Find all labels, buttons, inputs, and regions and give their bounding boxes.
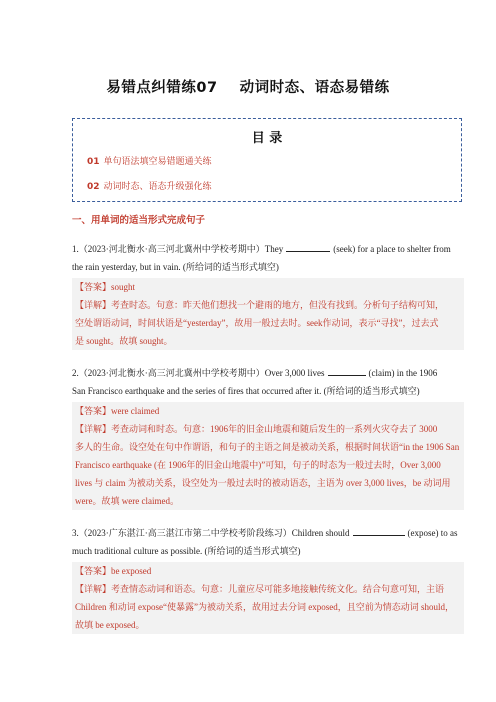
answer-box	[72, 402, 464, 510]
toc-item-number: 01	[87, 157, 100, 167]
question-text-part: 2.（2023·河北衡水·高三河北冀州中学校考期中）Over 3,000 lives	[72, 368, 325, 378]
answer-blank	[328, 365, 366, 376]
question-text-part: the rain yesterday, but in vain. (所给词的适当形式填空)	[72, 262, 279, 272]
detail-line: 空处谓语动词，时间状语是“yesterday”，故用一般过去时。seek作动词，表示“寻找”，过去式	[75, 318, 439, 328]
toc-item-2[interactable]	[87, 179, 461, 192]
question-text	[72, 240, 464, 276]
detail-line: 是 sought。故填 sought。	[75, 336, 173, 346]
question-text	[72, 524, 464, 560]
section-heading: 一、用单词的适当形式完成句子	[72, 215, 206, 226]
question-block-2	[72, 364, 464, 510]
answer-blank	[286, 241, 330, 252]
answer-blank	[353, 525, 405, 536]
toc-item-number: 02	[87, 182, 100, 192]
question-text-part: (seek) for a place to shelter from	[333, 244, 451, 254]
toc-item-label: 动词时态、语态升级强化练	[103, 182, 212, 192]
answer-box	[72, 562, 464, 634]
detail-line: 【详解】考查情态动词和语态。句意：儿童应尽可能多地接触传统文化。结合句意可知，主语	[75, 584, 445, 594]
question-text-part: San Francisco earthquake and the series of fires that occurred after it. (所给词的适当形式填空)	[72, 386, 420, 396]
answer-line: 【答案】be exposed	[75, 566, 152, 576]
title-part2: 动词时态、语态易错练	[239, 80, 390, 96]
answer-box	[72, 278, 464, 350]
detail-line: Francisco earthquake (在 1906年的旧金山地震中)”可知，句子的时态为一般过去时，Over 3,000	[75, 460, 441, 470]
answer-line: 【答案】sought	[75, 282, 136, 292]
title-part1: 易错点纠错练07	[106, 80, 218, 96]
detail-line: Children 和动词 expose“使暴露”为被动关系，故用过去分词 exposed，且空前为情态动词 should，	[75, 602, 454, 612]
detail-line: were。故填 were claimed。	[75, 496, 179, 506]
detail-line: 【详解】考查时态。句意：昨天他们想找一个避雨的地方，但没有找到。分析句子结构可知，	[75, 300, 445, 310]
question-text-part: (expose) to as	[407, 528, 458, 538]
table-of-contents	[72, 118, 462, 202]
detail-line: 多人的生命。设空处在句中作谓语，和句子的主语之间是被动关系，根据时间状语“in the 1906 San	[75, 442, 460, 452]
detail-line: 故填 be exposed。	[75, 620, 145, 630]
answer-line: 【答案】were claimed	[75, 406, 160, 416]
question-text-part: 3.（2023·广东湛江·高三湛江市第二中学校考阶段练习）Children should	[72, 528, 350, 538]
page-title	[0, 76, 496, 97]
question-text-part: (claim) in the 1906	[368, 368, 438, 378]
question-block-3	[72, 524, 464, 634]
question-text	[72, 364, 464, 400]
question-text-part: 1.（2023·河北衡水·高三河北冀州中学校考期中）They	[72, 244, 284, 254]
detail-line: 【详解】考查动词和时态。句意：1906年的旧金山地震和随后发生的一系列火灾夺去了 3000	[75, 424, 438, 434]
toc-item-1[interactable]	[87, 154, 461, 167]
question-block-1	[72, 240, 464, 350]
detail-line: lives 与 claim 为被动关系，设空处为一般过去时的被动语态，主语为 over 3,000 lives，be 动词用	[75, 478, 451, 488]
toc-heading: 目 录	[251, 131, 283, 146]
toc-item-label: 单句语法填空易错题通关练	[103, 157, 212, 167]
question-text-part: much traditional culture as possible. (所给词的适当形式填空)	[72, 546, 301, 556]
